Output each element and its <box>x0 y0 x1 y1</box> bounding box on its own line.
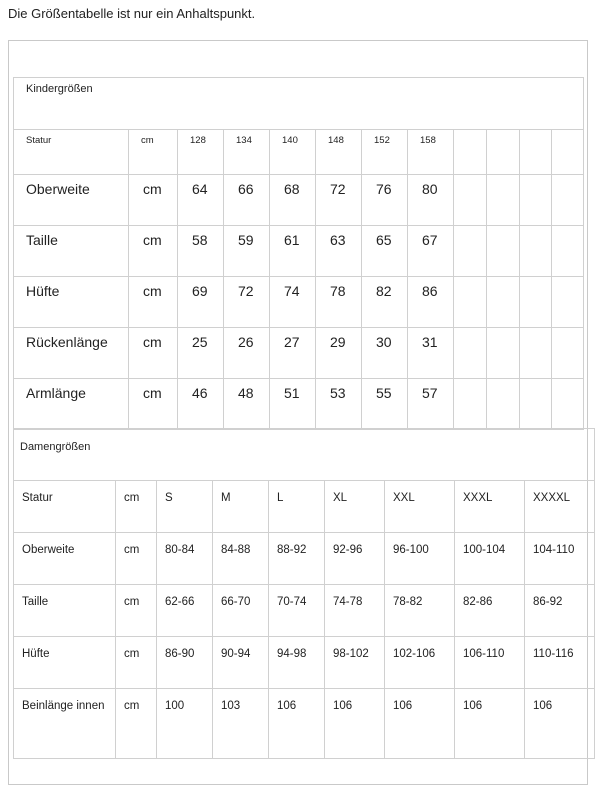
women-cell-value: 106-110 <box>455 637 525 689</box>
women-row-unit: cm <box>116 533 157 585</box>
kids-table-title: Kindergrößen <box>14 78 584 130</box>
women-row-unit: cm <box>116 689 157 759</box>
women-cell-value: 102-106 <box>385 637 455 689</box>
women-cell-value: 90-94 <box>213 637 269 689</box>
kids-row-label: Hüfte <box>14 277 129 328</box>
empty-cell <box>552 277 584 328</box>
women-cell-value: 86-92 <box>525 585 595 637</box>
women-size-xxxl: XXXL <box>455 481 525 533</box>
women-cell-value: 110-116 <box>525 637 595 689</box>
kids-size-128: 128 <box>178 130 224 175</box>
empty-cell <box>487 130 520 175</box>
women-table-title: Damengrößen <box>14 429 595 481</box>
kids-cell-value: 57 <box>408 379 454 430</box>
empty-cell <box>487 328 520 379</box>
kids-row-unit: cm <box>129 328 178 379</box>
kids-cell-value: 51 <box>270 379 316 430</box>
empty-cell <box>520 226 552 277</box>
women-size-table <box>13 428 595 759</box>
women-cell-value: 100-104 <box>455 533 525 585</box>
women-row-label: Hüfte <box>14 637 116 689</box>
empty-cell <box>520 175 552 226</box>
women-cell-value: 88-92 <box>269 533 325 585</box>
kids-header-row <box>14 130 584 175</box>
kids-size-152: 152 <box>362 130 408 175</box>
kids-cell-value: 30 <box>362 328 408 379</box>
empty-cell <box>552 328 584 379</box>
women-size-s: S <box>157 481 213 533</box>
kids-cell-value: 59 <box>224 226 270 277</box>
kids-cell-value: 58 <box>178 226 224 277</box>
empty-cell <box>454 226 487 277</box>
kids-row-label: Oberweite <box>14 175 129 226</box>
kids-row <box>14 226 584 277</box>
kids-cell-value: 72 <box>224 277 270 328</box>
women-cell-value: 82-86 <box>455 585 525 637</box>
kids-cell-value: 26 <box>224 328 270 379</box>
empty-cell <box>520 379 552 430</box>
empty-cell <box>520 130 552 175</box>
empty-cell <box>487 226 520 277</box>
kids-cell-value: 27 <box>270 328 316 379</box>
empty-cell <box>552 379 584 430</box>
kids-cell-value: 74 <box>270 277 316 328</box>
kids-row-label: Armlänge <box>14 379 129 430</box>
women-cell-value: 106 <box>269 689 325 759</box>
women-cell-value: 100 <box>157 689 213 759</box>
kids-cell-value: 46 <box>178 379 224 430</box>
kids-row <box>14 328 584 379</box>
women-cell-value: 78-82 <box>385 585 455 637</box>
women-cell-value: 84-88 <box>213 533 269 585</box>
empty-cell <box>552 175 584 226</box>
kids-row <box>14 175 584 226</box>
women-row-unit: cm <box>116 585 157 637</box>
women-size-m: M <box>213 481 269 533</box>
women-cell-value: 98-102 <box>325 637 385 689</box>
women-row-label: Taille <box>14 585 116 637</box>
kids-row-label: Taille <box>14 226 129 277</box>
women-size-xxl: XXL <box>385 481 455 533</box>
kids-size-134: 134 <box>224 130 270 175</box>
empty-cell <box>454 130 487 175</box>
women-header-row <box>14 481 595 533</box>
kids-row-unit: cm <box>129 379 178 430</box>
women-row-label: Oberweite <box>14 533 116 585</box>
kids-size-158: 158 <box>408 130 454 175</box>
kids-cell-value: 65 <box>362 226 408 277</box>
kids-cell-value: 80 <box>408 175 454 226</box>
kids-cell-value: 69 <box>178 277 224 328</box>
kids-cell-value: 86 <box>408 277 454 328</box>
kids-cell-value: 67 <box>408 226 454 277</box>
women-row <box>14 689 595 759</box>
women-cell-value: 70-74 <box>269 585 325 637</box>
kids-header-unit: cm <box>129 130 178 175</box>
women-cell-value: 103 <box>213 689 269 759</box>
women-row <box>14 533 595 585</box>
empty-cell <box>454 328 487 379</box>
empty-cell <box>552 130 584 175</box>
women-size-xxxxl: XXXXL <box>525 481 595 533</box>
kids-cell-value: 68 <box>270 175 316 226</box>
kids-row-unit: cm <box>129 175 178 226</box>
women-size-xl: XL <box>325 481 385 533</box>
empty-cell <box>487 175 520 226</box>
women-cell-value: 96-100 <box>385 533 455 585</box>
women-cell-value: 86-90 <box>157 637 213 689</box>
empty-cell <box>552 226 584 277</box>
kids-cell-value: 78 <box>316 277 362 328</box>
size-chart-container <box>8 40 588 785</box>
kids-cell-value: 25 <box>178 328 224 379</box>
women-size-l: L <box>269 481 325 533</box>
kids-cell-value: 61 <box>270 226 316 277</box>
women-cell-value: 80-84 <box>157 533 213 585</box>
women-header-label: Statur <box>14 481 116 533</box>
kids-cell-value: 63 <box>316 226 362 277</box>
women-header-unit: cm <box>116 481 157 533</box>
empty-cell <box>487 277 520 328</box>
size-chart-note: Die Größentabelle ist nur ein Anhaltspunkt. <box>8 6 256 21</box>
kids-row <box>14 379 584 430</box>
women-cell-value: 92-96 <box>325 533 385 585</box>
kids-cell-value: 48 <box>224 379 270 430</box>
women-cell-value: 106 <box>325 689 385 759</box>
kids-size-140: 140 <box>270 130 316 175</box>
women-cell-value: 62-66 <box>157 585 213 637</box>
kids-cell-value: 53 <box>316 379 362 430</box>
women-row-label: Beinlänge innen <box>14 689 116 759</box>
empty-cell <box>454 379 487 430</box>
kids-cell-value: 66 <box>224 175 270 226</box>
kids-cell-value: 76 <box>362 175 408 226</box>
kids-cell-value: 64 <box>178 175 224 226</box>
women-cell-value: 66-70 <box>213 585 269 637</box>
women-row-unit: cm <box>116 637 157 689</box>
empty-cell <box>454 277 487 328</box>
empty-cell <box>454 175 487 226</box>
empty-cell <box>520 277 552 328</box>
women-cell-value: 94-98 <box>269 637 325 689</box>
empty-cell <box>487 379 520 430</box>
kids-row-unit: cm <box>129 277 178 328</box>
kids-cell-value: 72 <box>316 175 362 226</box>
women-cell-value: 106 <box>385 689 455 759</box>
women-cell-value: 106 <box>455 689 525 759</box>
kids-row-unit: cm <box>129 226 178 277</box>
kids-cell-value: 29 <box>316 328 362 379</box>
kids-cell-value: 82 <box>362 277 408 328</box>
women-cell-value: 74-78 <box>325 585 385 637</box>
kids-header-label: Statur <box>14 130 129 175</box>
women-cell-value: 104-110 <box>525 533 595 585</box>
kids-size-table <box>13 77 584 430</box>
women-row <box>14 585 595 637</box>
kids-row <box>14 277 584 328</box>
empty-cell <box>520 328 552 379</box>
kids-cell-value: 31 <box>408 328 454 379</box>
women-row <box>14 637 595 689</box>
kids-size-148: 148 <box>316 130 362 175</box>
kids-row-label: Rückenlänge <box>14 328 129 379</box>
women-cell-value: 106 <box>525 689 595 759</box>
kids-cell-value: 55 <box>362 379 408 430</box>
